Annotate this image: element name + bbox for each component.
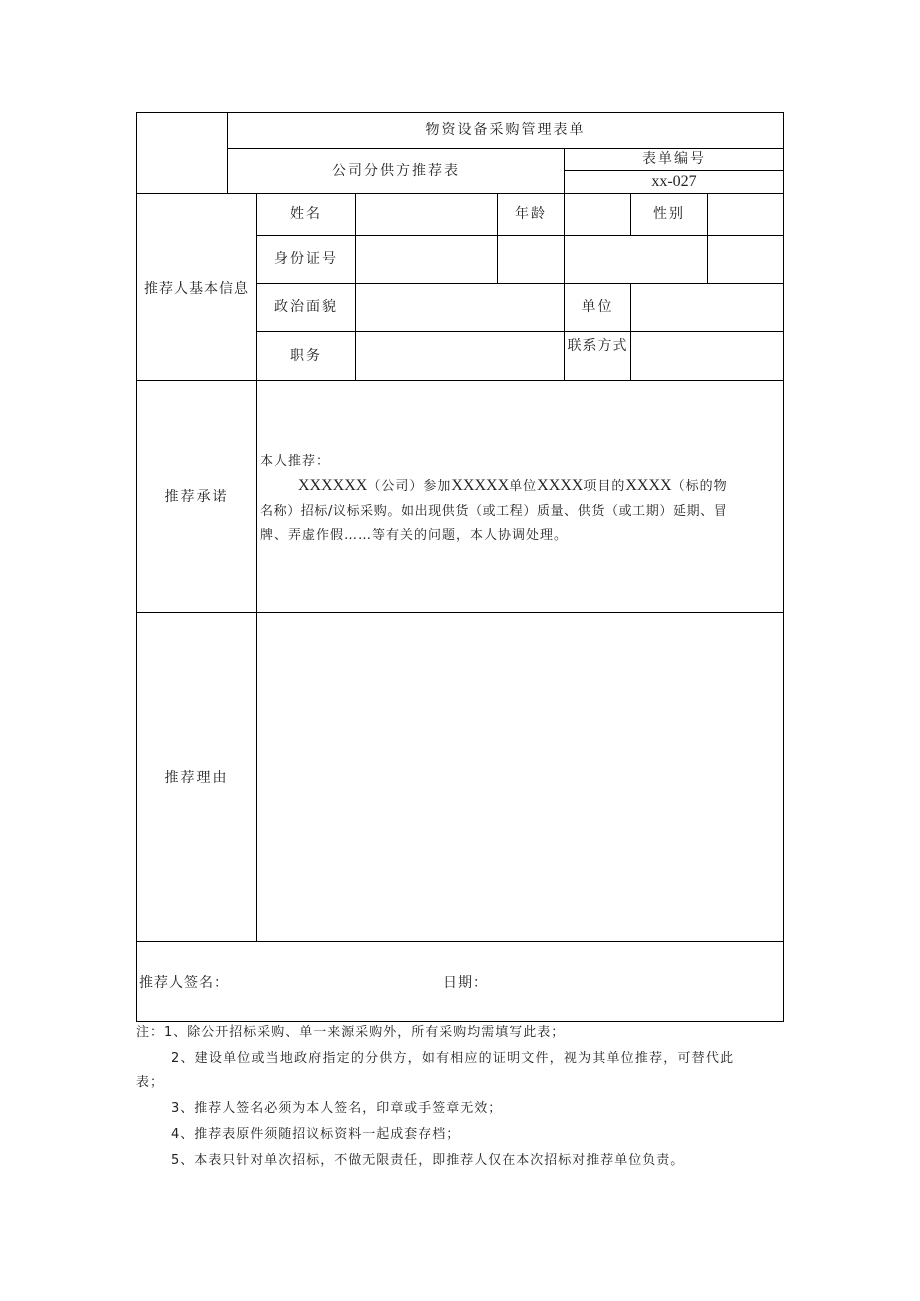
id-number-field[interactable] (356, 236, 497, 283)
form-no-value: xx-027 (651, 173, 697, 190)
table-border-top (136, 112, 784, 113)
note-4: 4、推荐表原件须随招议标资料一起成套存档； (171, 1127, 461, 1142)
date-label: 日期： (443, 975, 488, 991)
contact-field[interactable] (631, 332, 783, 380)
age-label: 年龄 (515, 206, 547, 222)
note-1: 注：1、除公开招标采购、单一来源采购外，所有采购均需填写此表； (136, 1025, 566, 1040)
commitment-text-d: （标的物 (671, 479, 728, 494)
name-field[interactable] (356, 194, 497, 235)
project-placeholder: XXXX (537, 477, 584, 494)
unit-placeholder: XXXXX (451, 477, 510, 494)
signer-field[interactable] (230, 960, 430, 1004)
note-5: 5、本表只针对单次招标，不做无限责任，即推荐人仅在本次招标对推荐单位负责。 (171, 1153, 685, 1168)
form-no-label: 表单编号 (642, 151, 706, 167)
info-bottom-line (136, 380, 784, 381)
political-status-label: 政治面貌 (274, 299, 338, 315)
table-border-left (136, 112, 137, 1022)
signer-label: 推荐人签名： (139, 975, 229, 991)
id-number-label: 身份证号 (274, 251, 338, 267)
gender-field[interactable] (708, 194, 783, 235)
age-field[interactable] (565, 194, 630, 235)
position-label: 职务 (290, 348, 322, 364)
form-title: 物资设备采购管理表单 (425, 122, 586, 138)
unit-label: 单位 (581, 299, 614, 315)
reason-section-label: 推荐理由 (164, 770, 229, 786)
table-border-right (783, 112, 784, 1022)
commitment-section-label: 推荐承诺 (164, 489, 229, 505)
reason-bottom-line (136, 941, 784, 942)
form-no-divider-h (564, 170, 784, 171)
commitment-line-3: 牌、弄虚作假……等有关的问题，本人协调处理。 (260, 528, 569, 543)
contact-label: 联系方式 (567, 338, 628, 354)
commitment-line-1 (298, 473, 728, 500)
position-field[interactable] (356, 332, 564, 380)
info-row1-bottom (256, 235, 784, 236)
note-3: 3、推荐人签名必须为本人签名，印章或手签章无效； (171, 1101, 503, 1116)
form-name: 公司分供方推荐表 (332, 163, 460, 179)
commitment-text-b: 单位 (509, 479, 538, 494)
header-divider-h (227, 148, 784, 149)
political-status-field[interactable] (356, 284, 564, 331)
name-label: 姓名 (290, 206, 322, 222)
note-2: 2、建设单位或当地政府指定的分供方，如有相应的证明文件，视为其单位推荐，可替代此 (171, 1051, 735, 1066)
date-field[interactable] (490, 960, 770, 1004)
commitment-text-c: 项目的 (583, 479, 626, 494)
unit-field[interactable] (631, 284, 783, 331)
reason-field[interactable] (257, 613, 783, 941)
commitment-intro: 本人推荐： (260, 454, 331, 469)
subject-placeholder: XXXX (625, 477, 672, 494)
company-placeholder: XXXXXX (298, 477, 368, 494)
note-2-cont: 表； (136, 1075, 165, 1090)
gender-label: 性别 (653, 206, 685, 222)
commitment-text-a: （公司）参加 (367, 479, 452, 494)
commitment-line-2: 名称）招标/议标采购。如出现供货（或工程）质量、供货（或工期）延期、冒 (260, 504, 728, 519)
basic-info-section-label: 推荐人基本信息 (144, 281, 249, 297)
